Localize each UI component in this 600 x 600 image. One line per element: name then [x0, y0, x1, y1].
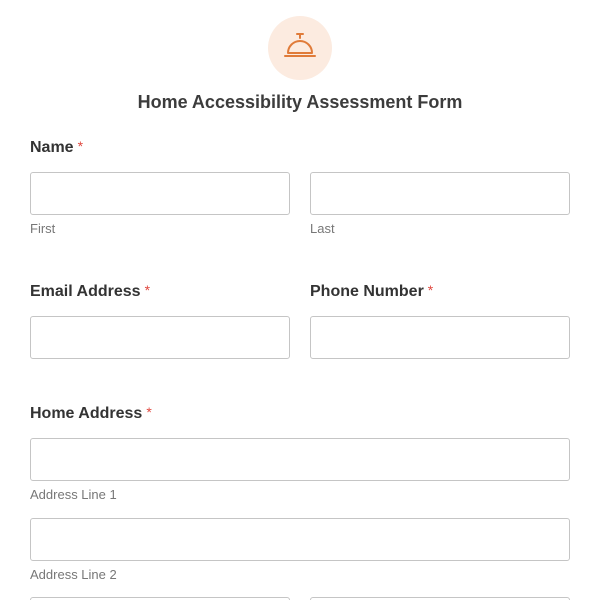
- last-name-sublabel: Last: [310, 221, 335, 236]
- address-line-2-input[interactable]: [30, 518, 570, 561]
- phone-label: [310, 283, 433, 301]
- address-line-1-input[interactable]: [30, 438, 570, 481]
- required-mark: *: [427, 282, 434, 298]
- form-title: Home Accessibility Assessment Form: [137, 92, 463, 112]
- email-label-text: Email Address: [30, 283, 141, 300]
- home-address-label-text: Home Address: [30, 405, 143, 422]
- address-line-1-sublabel: Address Line 1: [30, 487, 117, 502]
- required-mark: *: [77, 138, 84, 154]
- email-input[interactable]: [30, 316, 290, 359]
- name-label: [30, 139, 83, 157]
- form-logo: [268, 16, 332, 80]
- required-mark: *: [144, 282, 151, 298]
- phone-input[interactable]: [310, 316, 570, 359]
- name-label-text: Name: [30, 139, 74, 156]
- phone-label-text: Phone Number: [310, 283, 424, 300]
- service-bell-icon: [283, 31, 317, 66]
- last-name-input[interactable]: [310, 172, 570, 215]
- email-label: [30, 283, 150, 301]
- first-name-sublabel: First: [30, 221, 56, 236]
- address-line-2-sublabel: Address Line 2: [30, 567, 117, 582]
- first-name-input[interactable]: [30, 172, 290, 215]
- required-mark: *: [146, 404, 152, 420]
- home-address-label: [30, 405, 152, 423]
